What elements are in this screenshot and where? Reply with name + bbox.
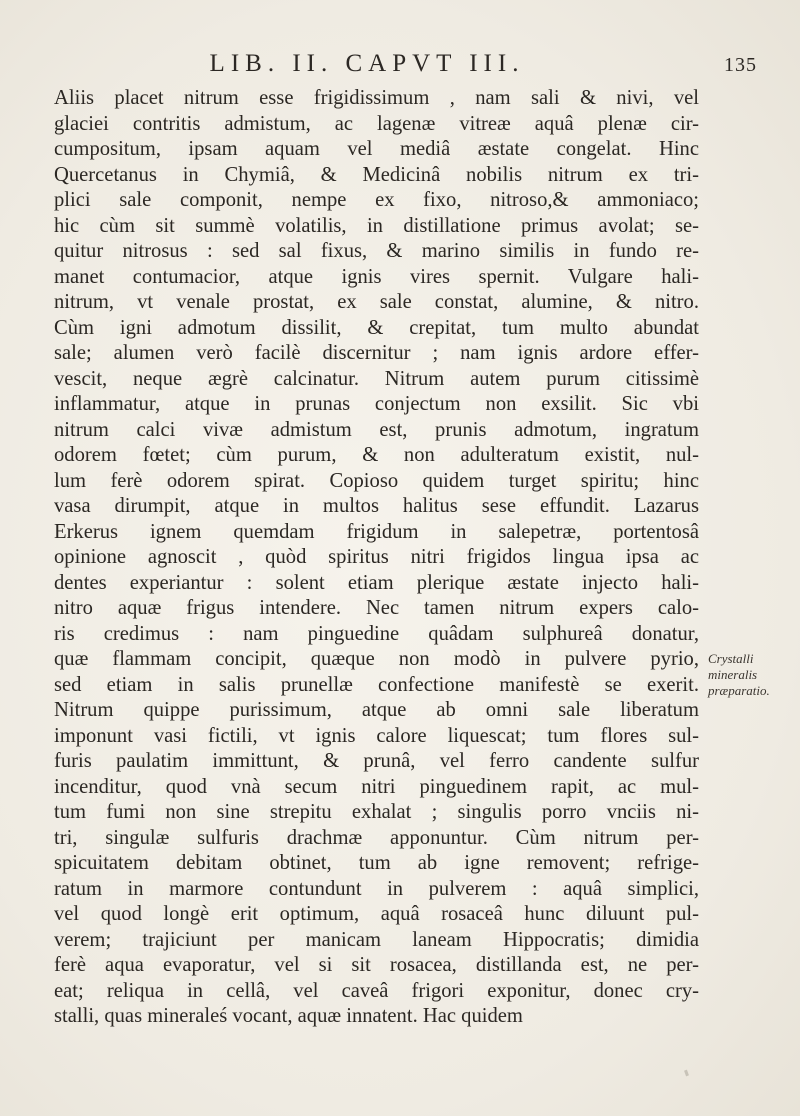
text-line: quæ flammam concipit, quæque non modò in pulvere pyrio, (54, 648, 699, 670)
text-line: sed etiam in salis prunellæ confectione manifestè se exerit. (54, 673, 699, 696)
text-line: ris credimus : nam pinguedine quâdam sulphureâ donatur, (54, 622, 699, 645)
text-line: eat; reliqua in cellâ, vel caveâ frigori exponitur, donec cry- (54, 979, 699, 1002)
page-header (0, 50, 800, 84)
text-line: glaciei contritis admistum, ac lagenæ vitreæ aquâ plenæ cir- (54, 112, 699, 135)
text-line: Erkerus ignem quemdam frigidum in salepetræ, portentosâ (54, 520, 699, 543)
text-line: vescit, neque ægrè calcinatur. Nitrum autem purum citissimè (54, 367, 699, 390)
text-line: furis paulatim immittunt, & prunâ, vel ferro candente sulfur (54, 750, 699, 772)
text-line: vasa dirumpit, atque in multos halitus sese effundit. Lazarus (54, 495, 699, 517)
page-number: 135 (724, 54, 757, 76)
text-line: opinione agnoscit , quòd spiritus nitri frigidos lingua ipsa ac (54, 546, 699, 568)
marginal-note-line: præparatio. (708, 683, 770, 698)
text-line: manet contumacior, atque ignis vires spernit. Vulgare hali- (54, 265, 699, 288)
text-line: Nitrum quippe purissimum, atque ab omni sale liberatum (54, 699, 699, 721)
text-line: tri, singulæ sulfuris drachmæ apponuntur. Cùm nitrum per- (54, 826, 699, 849)
marginal-note (708, 651, 796, 699)
text-line: plici sale componit, nempe ex fixo, nitroso,& ammoniaco; (54, 189, 699, 211)
text-line: stalli, quas mineraleś vocant, aquæ innatent. Hac quidem (54, 1005, 523, 1027)
text-line: quitur nitrosus : sed sal fixus, & marino similis in fundo re- (54, 240, 699, 262)
running-head: LIB. II. CAPVT III. (209, 50, 525, 77)
text-line: dentes experiantur : solent etiam plerique æstate injecto hali- (54, 571, 699, 594)
marginal-note-line: Crystalli (708, 651, 754, 666)
text-line: ferè aqua evaporatur, vel si sit rosacea, distillanda est, ne per- (54, 954, 699, 976)
text-line: Cùm igni admotum dissilit, & crepitat, tum multo abundat (54, 316, 699, 339)
marginal-note-line: mineralis (708, 667, 758, 682)
text-line: nitrum, vt venale prostat, ex sale constat, alumine, & nitro. (54, 291, 699, 313)
text-line: imponunt vasi fictili, vt ignis calore liquescat; tum flores sul- (54, 724, 699, 747)
paper-speck (684, 1070, 689, 1077)
body-text (54, 86, 699, 1030)
text-line: inflammatur, atque in prunas conjectum non exsilit. Sic vbi (54, 393, 699, 415)
text-line: odorem fœtet; cùm purum, & non adulteratum existit, nul- (54, 444, 699, 466)
text-line: Aliis placet nitrum esse frigidissimum , nam sali & nivi, vel (54, 87, 699, 109)
text-line: verem; trajiciunt per manicam laneam Hippocratis; dimidia (54, 928, 699, 951)
text-line: incenditur, quod vnà secum nitri pinguedinem rapit, ac mul- (54, 775, 699, 798)
text-line: hic cùm sit summè volatilis, in distillatione primus avolat; se- (54, 214, 699, 237)
text-line: cumpositum, ipsam aquam vel mediâ æstate congelat. Hinc (54, 138, 699, 160)
text-line: nitro aquæ frigus intendere. Nec tamen nitrum expers calo- (54, 597, 699, 619)
text-line: ratum in marmore contundunt in pulverem : aquâ simplici, (54, 877, 699, 900)
text-line: lum ferè odorem spirat. Copioso quidem turget spiritu; hinc (54, 469, 699, 492)
text-line: sale; alumen verò facilè discernitur ; nam ignis ardore effer- (54, 342, 699, 364)
text-line: tum fumi non sine strepitu exhalat ; singulis porro vnciis ni- (54, 801, 699, 823)
text-line: spicuitatem debitam obtinet, tum ab igne removent; refrige- (54, 852, 699, 874)
text-line: nitrum calci vivæ admistum est, prunis admotum, ingratum (54, 418, 699, 441)
text-line: vel quod longè erit optimum, aquâ rosaceâ hunc diluunt pul- (54, 903, 699, 925)
text-line: Quercetanus in Chymiâ, & Medicinâ nobilis nitrum ex tri- (54, 163, 699, 186)
